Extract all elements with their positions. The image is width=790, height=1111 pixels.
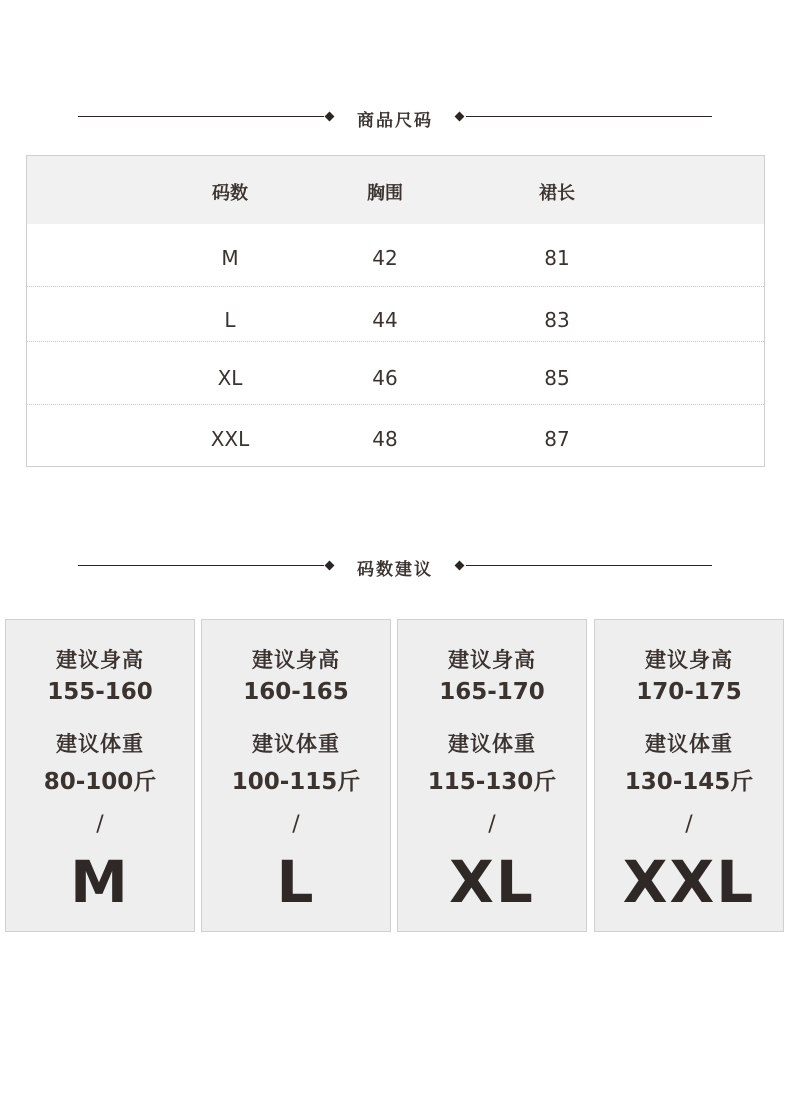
row-divider [27,286,764,287]
header-cell-length: 裙长 [539,183,575,204]
size-label: XXL [622,848,756,916]
cell-chest: 46 [372,366,398,390]
size-label: L [276,848,316,916]
height-label: 建议身高 [56,648,144,672]
cell-length: 83 [544,308,570,332]
height-value: 155-160 [47,679,153,705]
divider-line-left [78,116,324,117]
size-table [26,155,765,467]
table-header [27,156,764,224]
header-cell-size: 码数 [212,183,248,204]
divider-line-right [466,565,712,566]
weight-value: 80-100斤 [43,769,157,795]
divider-line-left [78,565,324,566]
height-value: 160-165 [243,679,349,705]
diamond-icon [455,112,465,122]
weight-label: 建议体重 [252,732,340,756]
divider-line-right [466,116,712,117]
diamond-icon [455,561,465,571]
slash-separator: / [292,812,300,837]
weight-label: 建议体重 [56,732,144,756]
size-advice-card-l [201,619,391,932]
advice-section-title: 码数建议 [357,560,433,580]
size-advice-card-m [5,619,195,932]
size-label: M [70,848,130,916]
weight-label: 建议体重 [645,732,733,756]
cell-chest: 48 [372,427,398,451]
cell-chest: 44 [372,308,398,332]
height-label: 建议身高 [252,648,340,672]
height-label: 建议身高 [448,648,536,672]
slash-separator: / [96,812,104,837]
weight-label: 建议体重 [448,732,536,756]
cell-size: XXL [210,427,250,451]
diamond-icon [325,561,335,571]
cell-size: XL [217,366,243,390]
slash-separator: / [488,812,496,837]
diamond-icon [325,112,335,122]
size-label: XL [449,848,535,916]
height-value: 170-175 [636,679,742,705]
cell-size: L [224,308,236,332]
slash-separator: / [685,812,693,837]
size-section-title: 商品尺码 [357,111,433,131]
size-section-header [0,105,790,129]
height-value: 165-170 [439,679,545,705]
row-divider [27,341,764,342]
size-advice-card-xxl [594,619,784,932]
weight-value: 100-115斤 [231,769,361,795]
cell-chest: 42 [372,246,398,270]
weight-value: 115-130斤 [427,769,557,795]
row-divider [27,404,764,405]
cell-size: M [221,246,239,270]
cell-length: 85 [544,366,570,390]
cell-length: 81 [544,246,570,270]
weight-value: 130-145斤 [624,769,754,795]
height-label: 建议身高 [645,648,733,672]
advice-section-header [0,554,790,578]
cell-length: 87 [544,427,570,451]
size-advice-card-xl [397,619,587,932]
header-cell-chest: 胸围 [367,183,403,204]
